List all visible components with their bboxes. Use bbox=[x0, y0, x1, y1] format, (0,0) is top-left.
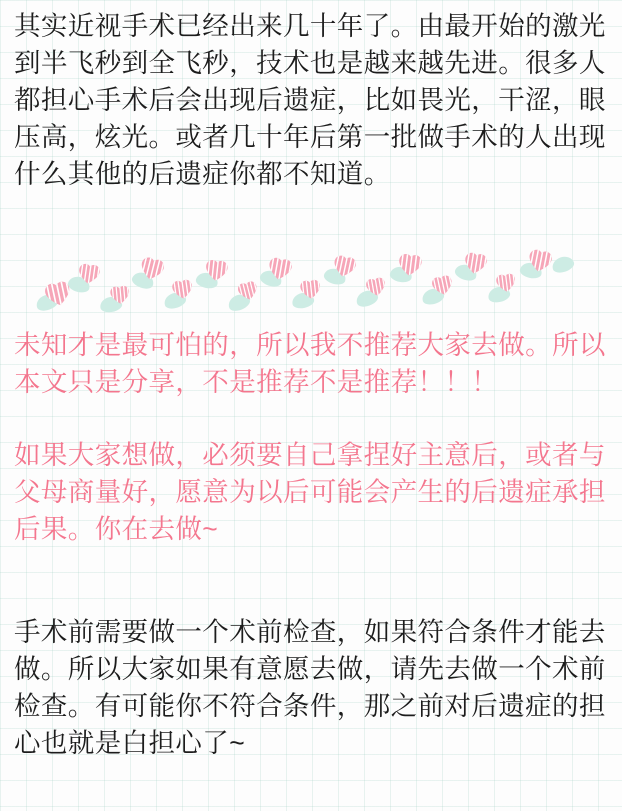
heart-icon bbox=[77, 262, 102, 287]
paragraph-warning-2 bbox=[0, 437, 622, 548]
paragraph-warning-1 bbox=[0, 327, 622, 401]
heart-icon bbox=[299, 278, 322, 301]
heart-leaf-divider bbox=[0, 243, 622, 311]
heart-icon bbox=[331, 253, 358, 280]
heart-icon bbox=[266, 255, 294, 283]
heart-icon bbox=[462, 250, 488, 276]
heart-icon bbox=[526, 247, 554, 275]
heart-icon bbox=[430, 273, 455, 298]
heart-icon bbox=[43, 279, 74, 310]
heart-icon bbox=[236, 279, 260, 303]
heart-icon bbox=[204, 258, 229, 283]
heart-icon bbox=[109, 284, 131, 306]
heart-icon bbox=[495, 272, 517, 294]
paragraph-text: 未知才是最可怕的，所以我不推荐大家去做。所以本文只是分享，不是推荐不是推荐！！！ bbox=[14, 330, 606, 397]
heart-icon bbox=[397, 252, 424, 279]
paragraph-text: 如果大家想做，必须要自己拿捏好主意后，或者与父母商量好，愿意为以后可能会产生的后遗症承担后果。你在去做~ bbox=[14, 440, 606, 544]
paragraph-advice bbox=[0, 614, 622, 762]
heart-icon bbox=[171, 278, 195, 302]
heart-icon bbox=[364, 275, 387, 298]
leaf-icon bbox=[550, 254, 576, 275]
paragraph-text: 手术前需要做一个术前检查，如果符合条件才能去做。所以大家如果有意愿去做，请先去做一个术前检查。有可能你不符合条件，那之前对后遗症的担心也就是白担心了~ bbox=[14, 617, 606, 758]
paragraph-text: 其实近视手术已经出来几十年了。由最开始的激光到半飞秒到全飞秒，技术也是越来越先进。很多人都担心手术后会出现后遗症，比如畏光，干涩，眼压高，炫光。或者几十年后第一批做手术的人出现什么其他的后遗症你都不知道。 bbox=[14, 11, 606, 189]
paragraph-intro bbox=[0, 8, 622, 193]
